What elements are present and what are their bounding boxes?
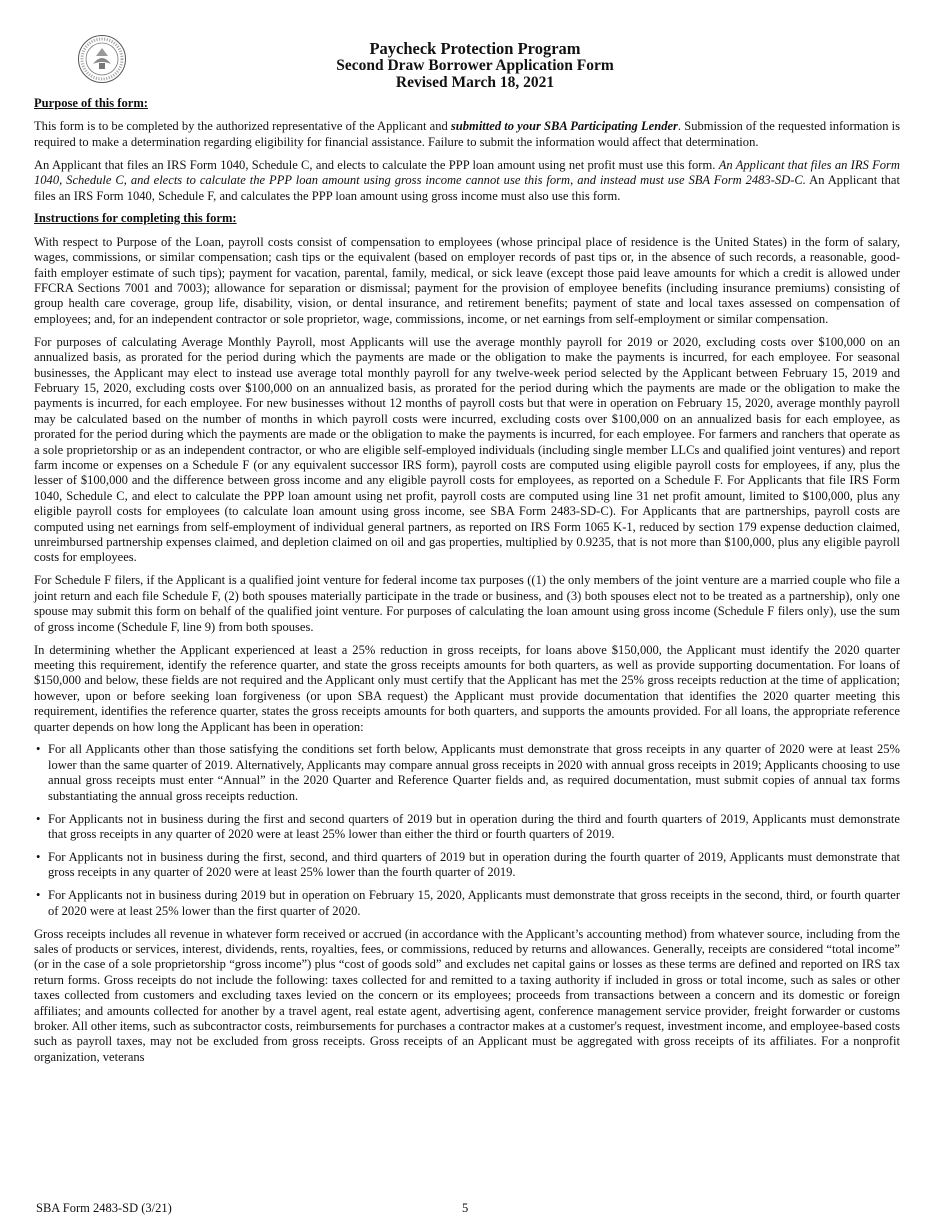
form-header (0, 40, 950, 91)
list-item: • For Applicants not in business during the first, second, and third quarters of 2019 but in operation during the fourth quarter of 2019, Applicants must demonstrate that gross receipts in any quarter of 2020 were at least 25% lower than the fourth quarter of 2019. (48, 850, 900, 881)
purpose-p1-text: This form is to be completed by the authorized representative of the Applicant and (34, 119, 451, 134)
instructions-paragraph-2: For purposes of calculating Average Monthly Payroll, most Applicants will use the average monthly payroll for 2019 or 2020, excluding costs over $100,000 on an annualized basis, as prorated for the period during which the payments are made or the obligation to make the payments is incurred, for each employee. For seasonal businesses, the Applicant may elect to instead use average total monthly payroll for any twelve-week period selected by the Applicant between February 15, 2019 and February 15, 2020, excluding costs over $100,000 on an annualized basis, as prorated for the period during which the payments are made or the obligation to make the payments is incurred, for each employee. For new businesses without 12 months of payroll costs but that were in operation on February 15, 2020, average monthly payroll may be calculated based on the number of months in which payroll costs were incurred, excluding costs over $100,000 on an annualized basis for each employee, as prorated for the period during which the payments are made or the obligation to make the payments is incurred, for each employee. For farmers and ranchers that operate as a sole proprietorship or as an independent contractor, or who are eligible self-employed individuals (including single member LLCs and qualified joint ventures) and report farm income or expenses on a Schedule F (or any equivalent successor IRS form), payroll costs are computed using eligible payroll costs for employees, if any, plus the lesser of $100,000 and the difference between gross income and any eligible payroll costs for employees, as reported on a Schedule F. For Applicants that file IRS Form 1040, Schedule C, and elect to calculate the PPP loan amount using net profit, payroll costs are computed using line 31 net profit amount, limited to $100,000, plus any eligible payroll costs for employees (to calculate loan amount using gross income, see SBA Form 2483-SD-C). For Applicants that are partnerships, payroll costs are computed using net earnings from self-employment of individual general partners, as reported on IRS Form 1065 K-1, reduced by section 179 expense deduction claimed, unreimbursed partnership expenses claimed, and depletion claimed on oil and gas properties, multiplied by 0.9235, that is not more than $100,000, plus any eligible payroll costs for employees. (34, 334, 900, 565)
purpose-p2-text-end: An Applicant that files an IRS Form 1040, Schedule F, and calculates the PPP loan amount using gross income must also use this form. (34, 173, 900, 203)
reference-quarter-list (34, 742, 900, 919)
purpose-p2-text: An Applicant that files an IRS Form 1040, Schedule C, and elects to calculate the PPP loan amount using net profit must use this form. (34, 157, 719, 172)
form-title: Paycheck Protection Program (369, 39, 581, 58)
instructions-paragraph-3: For Schedule F filers, if the Applicant is a qualified joint venture for federal income tax purposes ((1) the only members of the joint venture are a married couple who file a joint return and each file Schedule F, (2) both spouses materially participate in the trade or business, and (3) both spouses elect not to be treated as a partnership), only one spouse may submit this form on behalf of the qualified joint venture. For purposes of calculating the loan amount using gross income (Schedule F filers only), use the sum of gross income (Schedule F, line 9) from both spouses. (34, 573, 900, 634)
footer-form-id: SBA Form 2483-SD (3/21) (36, 1201, 172, 1215)
footer-page-number: 5 (462, 1201, 469, 1215)
purpose-p2-italic: An Applicant that files an IRS Form 1040, Schedule C, and elects to calculate the PPP loan amount using gross income cannot use this form, and instead must use SBA Form 2483-SD-C. (34, 157, 900, 188)
purpose-heading: Purpose of this form: (34, 96, 148, 110)
form-revised-date: Revised March 18, 2021 (395, 74, 555, 91)
instructions-paragraph-5: Gross receipts includes all revenue in whatever form received or accrued (in accordance with the Applicant’s accounting method) from whatever source, including from the sales of products or services, interest, dividends, rents, royalties, fees, or commissions, reduced by returns and allowances. Generally, receipts are considered “total income” (or in the case of a sole proprietorship “gross income”) plus “cost of goods sold” and excludes net capital gains or losses as these terms are defined and reported on IRS tax return forms. Gross receipts do not include the following: taxes collected for and remitted to a taxing authority if included in gross or total income, such as sales or other taxes collected from customers and excluding taxes levied on the concern or its employees; proceeds from transactions between a concern and its domestic or foreign affiliates; and amounts collected for another by a travel agent, real estate agent, advertising agent, conference management service provider, freight forwarder or customs broker. All other items, such as subcontractor costs, reimbursements for purchases a contractor makes at a customer's request, investment income, and employee-based costs such as payroll taxes, may not be excluded from gross receipts. Gross receipts of an Applicant must be aggregated with gross receipts of its affiliates. For a nonprofit organization, veterans (34, 926, 900, 1064)
form-subtitle: Second Draw Borrower Application Form (336, 57, 614, 74)
purpose-p1-emphasis: submitted to your SBA Participating Lender (450, 119, 678, 134)
purpose-paragraph-2 (34, 158, 900, 204)
purpose-paragraph-1 (34, 119, 900, 150)
instructions-paragraph-4: In determining whether the Applicant experienced at least a 25% reduction in gross receipts, for loans above $150,000, the Applicant must identify the 2020 quarter meeting this requirement, identify the reference quarter, and state the gross receipts amounts for both quarters, as well as provide supporting documentation. For loans of $150,000 and below, these fields are not required and the Applicant only must certify that the Applicant has met the 25% gross receipts reduction at the time of application; however, upon or before seeking loan forgiveness (or upon SBA request) the Applicant must provide documentation that identifies the 2020 quarter meeting this requirement, identifies the reference quarter, states the gross receipts amounts for both quarters, and supports the amounts provided. For all loans, the appropriate reference quarter depends on how long the Applicant has been in operation: (34, 642, 900, 734)
instructions-heading: Instructions for completing this form: (34, 211, 237, 226)
purpose-p1-text-end: . Submission of the requested information is required to make a determination regarding eligibility for financial assistance. Failure to submit the information would affect that determination. (34, 119, 900, 149)
list-item: • For Applicants not in business during 2019 but in operation on February 15, 2020, Applicants must demonstrate that gross receipts in the second, third, or fourth quarter of 2020 were at least 25% lower than the first quarter of 2020. (48, 888, 900, 919)
instructions-paragraph-1: With respect to Purpose of the Loan, payroll costs consist of compensation to employees (whose principal place of residence is the United States) in the form of salary, wages, commissions, or similar compensation; cash tips or the equivalent (based on employer records of past tips or, in the absence of such records, a reasonable, good-faith employer estimate of such tips); payment for vacation, parental, family, medical, or sick leave (except those paid leave amounts for which a credit is allowed under FFCRA Sections 7001 and 7003); allowance for separation or dismissal; payment for the provision of employee benefits (including insurance premiums) consisting of group health care coverage, group life, disability, vision, or dental insurance, and retirement benefits; payment of state and local taxes assessed on compensation of employees; and, for an independent contractor or sole proprietor, wage, commissions, income, or net earnings from self-employment or similar compensation. (34, 234, 900, 326)
list-item: • For all Applicants other than those satisfying the conditions set forth below, Applicants must demonstrate that gross receipts in any quarter of 2020 were at least 25% lower than the same quarter of 2019. Alternatively, Applicants may compare annual gross receipts in 2020 with annual gross receipts in 2019; Applicants choosing to use annual gross receipts must enter “Annual” in the 2020 Quarter and Reference Quarter fields and, as required documentation, must submit copies of annual tax forms substantiating the annual gross receipts reduction. (48, 742, 900, 804)
list-item: • For Applicants not in business during the first and second quarters of 2019 but in operation during the third and fourth quarters of 2019, Applicants must demonstrate that gross receipts in any quarter of 2020 were at least 25% lower than either the third or fourth quarters of 2019. (48, 812, 900, 843)
form-body (34, 96, 900, 1073)
